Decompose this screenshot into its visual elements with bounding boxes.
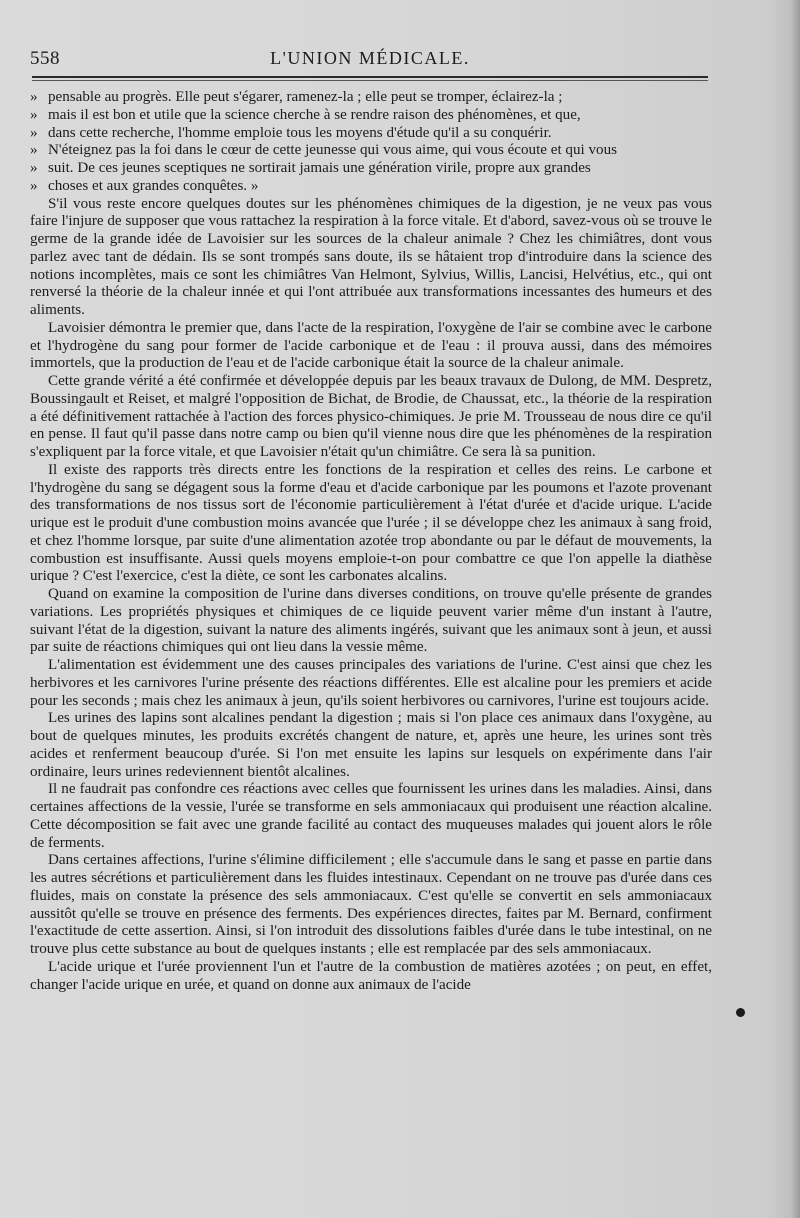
paragraph: Les urines des lapins sont alcalines pendant la digestion ; mais si l'on place ces animaux dans l'oxygène, au bout de quelques minutes, les produits excrétés changent de nature, et, après une heure, les urines sont très acides et renferment beaucoup d'urée. Si l'on met ensuite les lapins sur lesquels on expérimente dans l'air ordinaire, leurs urines redeviennent bientôt alcalines. [30, 710, 712, 780]
paragraph: L'alimentation est évidemment une des causes principales des variations de l'urine. C'est ainsi que chez les herbivores et les carnivores l'urine présente des réactions différentes. Elle est alcaline pour les premiers et acide pour les seconds ; mais chez les animaux à jeun, qu'ils soient herbivores ou carnivores, l'urine est toujours acide. [30, 657, 712, 709]
paragraph: Il existe des rapports très directs entre les fonctions de la respiration et celles des reins. Le carbone et l'hydrogène du sang se dégagent sous la forme d'eau et d'acide carbonique par les poumons et l'azote provenant des transformations de nos tissus sort de l'économie particulièrement à l'état d'urée et d'acide urique. L'acide urique est le produit d'une combustion moins avancée que l'urée ; il se développe chez les animaux à sang froid, et chez l'homme lorsque, par suite d'une alimentation azotée trop abondante ou par le défaut de mouvements, la combustion est insuffisante. Aussi quels moyens emploie-t-on pour combattre ce que l'on appelle la diathèse urique ? C'est l'exercice, c'est la diète, ce sont les carbonates alcalins. [30, 461, 712, 585]
ink-spot [736, 1008, 745, 1017]
paragraph: Dans certaines affections, l'urine s'élimine difficilement ; elle s'accumule dans le sang et passe en partie dans les autres sécrétions et particulièrement dans les fluides intestinaux. Cependant on ne trouve pas d'urée dans ces fluides, mais on constate la présence des sels ammoniacaux. C'est qu'elle se convertit en sels ammoniacaux aussitôt qu'elle se trouve en présence des ferments. Des expériences directes, faites par M. Bernard, confirment l'exactitude de cette assertion. Ainsi, si l'on introduit des dissolutions faibles d'urée dans le tube intestinal, on ne trouve plus cette substance au bout de quelques instants ; elle est remplacée par des sels ammoniacaux. [30, 852, 712, 957]
quote-line: » dans cette recherche, l'homme emploie tous les moyens d'étude qu'il a su conquérir. [30, 125, 712, 143]
header-rule-thin [32, 80, 708, 81]
page-header [30, 44, 710, 74]
paragraph: Il ne faudrait pas confondre ces réactions avec celles que fournissent les urines dans les maladies. Ainsi, dans certaines affections de la vessie, l'urée se transforme en sels ammoniacaux qui produisent une réaction alcaline. Cette décomposition se fait avec une grande facilité au contact des muqueuses malades qui jouent alors le rôle de ferments. [30, 781, 712, 851]
header-rule [32, 76, 708, 78]
quote-line: » choses et aux grandes conquêtes. » [30, 178, 712, 196]
quote-line: » mais il est bon et utile que la science cherche à se rendre raison des phénomènes, et que, [30, 107, 712, 125]
paragraph: Cette grande vérité a été confirmée et développée depuis par les beaux travaux de Dulong, de MM. Despretz, Boussingault et Reiset, et malgré l'opposition de Bichat, de Brodie, de Chaussat, etc., la théorie de la respiration a été définitivement rattachée à l'action des forces physico-chimiques. Je prie M. Trousseau de nous dire ce qu'il en pense. Il faut qu'il passe dans notre camp ou bien qu'il vienne nous dire que les phénomènes de la respiration s'expliquent par la force vitale, et que Lavoisier n'était qu'un chimiâtre. Ce sera là sa punition. [30, 373, 712, 460]
article-body [30, 89, 712, 994]
paragraph: Lavoisier démontra le premier que, dans l'acte de la respiration, l'oxygène de l'air se combine avec le carbone et l'hydrogène du sang pour former de l'acide carbonique et de l'eau : il prouva aussi, dans des mémoires immortels, que la production de l'eau et de l'acide carbonique était la source de la chaleur animale. [30, 319, 712, 372]
quotation-block [30, 89, 712, 196]
page-number: 558 [30, 48, 60, 69]
quote-line: » N'éteignez pas la foi dans le cœur de cette jeunesse qui vous aime, qui vous écoute et qui vous [30, 142, 712, 160]
running-title: L'UNION MÉDICALE. [270, 48, 470, 68]
book-spine-shadow [790, 0, 800, 1218]
quote-line: » pensable au progrès. Elle peut s'égarer, ramenez-la ; elle peut se tromper, éclairez-la ; [30, 89, 712, 107]
paragraph: L'acide urique et l'urée proviennent l'un et l'autre de la combustion de matières azotées ; on peut, en effet, changer l'acide urique en urée, et quand on donne aux animaux de l'acide [30, 958, 712, 993]
quote-line: » suit. De ces jeunes sceptiques ne sortirait jamais une génération virile, propre aux grandes [30, 160, 712, 178]
paragraph: S'il vous reste encore quelques doutes sur les phénomènes chimiques de la digestion, je ne veux pas vous faire l'injure de supposer que vous rattachez la respiration à la force vitale. Et d'abord, savez-vous où se trouve le germe de la grande idée de Lavoisier sur les sources de la chaleur animale ? Chez les chimiâtres, dont vous parlez avec tant de dédain. Ils se sont trompés sans doute, ils se hâtaient trop d'introduire dans la science des notions incomplètes, mais ce sont les chimiâtres Van Helmont, Sylvius, Willis, Lancisi, Helvétius, etc., qui ont renversé la théorie de la chaleur innée et qui l'ont attribuée aux transformations incessantes des humeurs et des aliments. [30, 195, 712, 318]
paragraph: Quand on examine la composition de l'urine dans diverses conditions, on trouve qu'elle présente de grandes variations. Les propriétés physiques et chimiques de ce liquide peuvent varier même d'un instant à l'autre, suivant l'état de la digestion, suivant la nature des aliments ingérés, suivant que les animaux sont à jeun, et aussi par suite de réactions chimiques qui ont lieu dans la vessie même. [30, 586, 712, 656]
